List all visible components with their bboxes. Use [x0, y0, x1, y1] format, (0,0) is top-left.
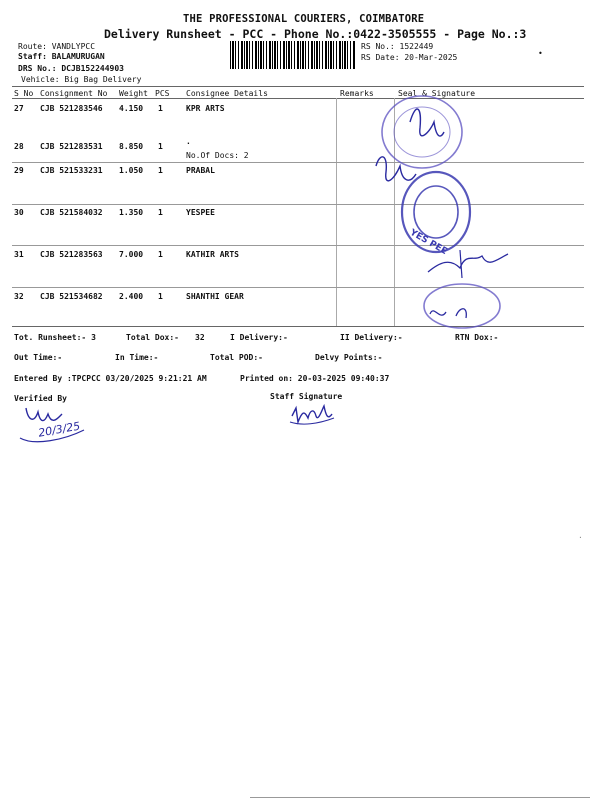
cell-weight: 8.850 — [119, 142, 144, 151]
scan-speck: · — [578, 533, 583, 542]
cell-consignee: YESPEE — [186, 208, 215, 217]
staff-signature — [288, 402, 338, 432]
cell-pcs: 1 — [158, 142, 163, 151]
handwritten-date: 20/3/25 — [37, 419, 82, 440]
table-top-rule — [12, 86, 584, 87]
rs-date: RS Date: 20-Mar-2025 — [361, 53, 458, 62]
cell-sno: 32 — [14, 292, 24, 301]
cell-consignee: SHANTHI GEAR — [186, 292, 244, 301]
staff-signature-label: Staff Signature — [270, 392, 343, 401]
drs-number: DRS No.: DCJB152244903 — [18, 64, 124, 73]
entered-by: Entered By :TPCPCC 03/20/2025 9:21:21 AM — [14, 374, 207, 383]
vehicle-label: Vehicle: Big Bag Delivery — [21, 75, 142, 84]
cell-pcs: 1 — [158, 104, 163, 113]
delvy-points: Delvy Points:- — [315, 353, 383, 362]
in-time: In Time:- — [115, 353, 159, 362]
cell-weight: 1.350 — [119, 208, 144, 217]
header-weight: Weight — [119, 89, 148, 98]
stamp-text: YES PEE — [408, 227, 449, 258]
cell-consignment: CJB 521534682 — [40, 292, 103, 301]
cell-note: No.Of Docs: 2 — [186, 151, 249, 160]
cell-consignee: KPR ARTS — [186, 104, 225, 113]
rs-number: RS No.: 1522449 — [361, 42, 434, 51]
total-dox-value: 32 — [195, 333, 205, 342]
cell-weight: 2.400 — [119, 292, 144, 301]
cell-consignee: . — [186, 137, 191, 146]
cell-consignment: CJB 521283531 — [40, 142, 103, 151]
cell-consignment: CJB 521533231 — [40, 166, 103, 175]
cell-weight: 1.050 — [119, 166, 144, 175]
header-sno: S No — [14, 89, 34, 98]
cell-pcs: 1 — [158, 292, 163, 301]
cell-sno: 28 — [14, 142, 24, 151]
page-title: Delivery Runsheet - PCC - Phone No.:0422-3505555 - Page No.:3 — [104, 27, 527, 41]
cell-sno: 29 — [14, 166, 24, 175]
remarks-column-divider — [336, 98, 337, 326]
i-delivery: I Delivery:- — [230, 333, 288, 342]
out-time: Out Time:- — [14, 353, 63, 362]
barcode — [230, 41, 356, 69]
route-label: Route: VANDLYPCC — [18, 42, 96, 51]
cell-sno: 31 — [14, 250, 24, 259]
scan-edge — [250, 797, 590, 798]
ii-delivery: II Delivery:- — [340, 333, 403, 342]
cell-pcs: 1 — [158, 208, 163, 217]
cell-consignee: PRABAL — [186, 166, 215, 175]
cell-pcs: 1 — [158, 250, 163, 259]
rtn-dox: RTN Dox:- — [455, 333, 499, 342]
cell-weight: 4.150 — [119, 104, 144, 113]
cell-consignment: CJB 521584032 — [40, 208, 103, 217]
cell-consignee: KATHIR ARTS — [186, 250, 239, 259]
cell-weight: 7.000 — [119, 250, 144, 259]
cell-consignment: CJB 521283546 — [40, 104, 103, 113]
header-remarks: Remarks — [340, 89, 374, 98]
header-consignment: Consignment No — [40, 89, 108, 98]
margin-mark: • — [538, 49, 543, 58]
signature-scribble — [410, 109, 444, 136]
printed-on: Printed on: 20-03-2025 09:40:37 — [240, 374, 390, 383]
total-dox-label: Total Dox:- — [126, 333, 179, 342]
seal-signature-area — [370, 92, 530, 337]
verified-by-label: Verified By — [14, 394, 67, 403]
cell-consignment: CJB 521283563 — [40, 250, 103, 259]
total-runsheet: Tot. Runsheet:- 3 — [14, 333, 96, 342]
staff-label: Staff: BALAMURUGAN — [18, 52, 105, 61]
cell-sno: 27 — [14, 104, 24, 113]
total-pod: Total POD:- — [210, 353, 263, 362]
company-name: THE PROFESSIONAL COURIERS, COIMBATORE — [183, 13, 425, 25]
cell-pcs: 1 — [158, 166, 163, 175]
cell-sno: 30 — [14, 208, 24, 217]
header-consignee: Consignee Details — [186, 89, 268, 98]
signature-scribble — [428, 254, 508, 272]
header-seal-signature: Seal & Signature — [398, 89, 476, 98]
verified-signature — [14, 400, 104, 450]
header-pcs: PCS — [155, 89, 170, 98]
seal-stamp — [424, 284, 500, 328]
